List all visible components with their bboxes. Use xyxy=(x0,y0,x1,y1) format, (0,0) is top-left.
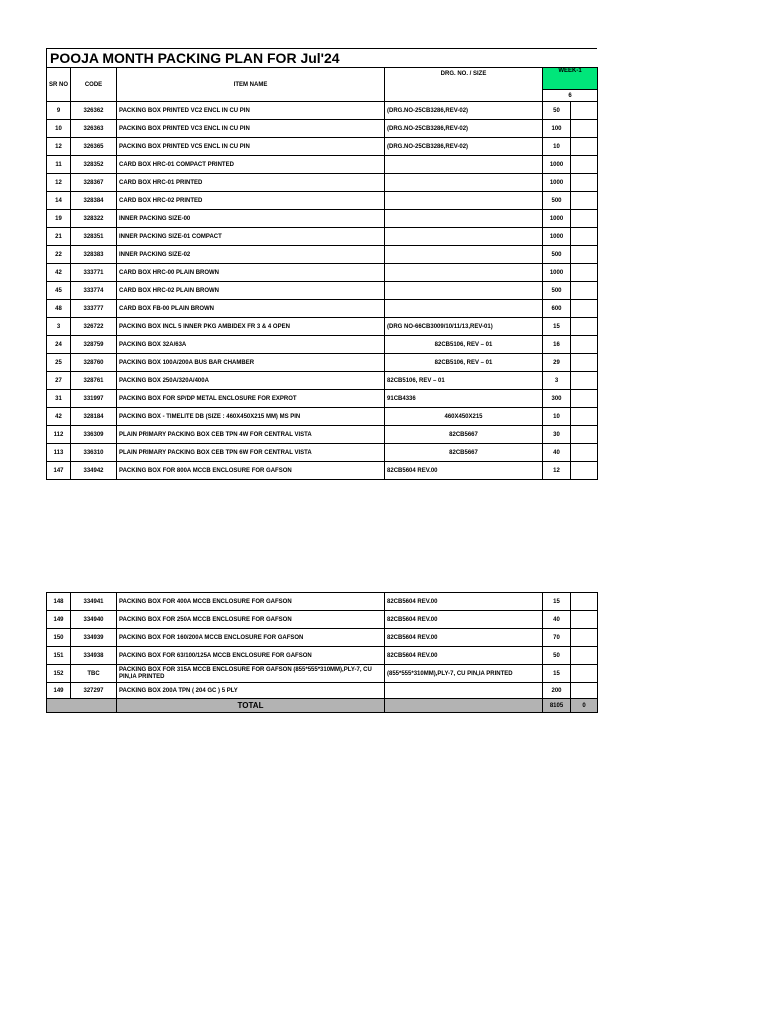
table-row xyxy=(47,300,598,318)
code-cell: 334940 xyxy=(71,611,117,629)
item-name-cell: CARD BOX HRC-02 PRINTED xyxy=(117,192,385,210)
code-cell: 328351 xyxy=(71,228,117,246)
total-drg-empty xyxy=(385,699,543,713)
drg-size-cell xyxy=(385,174,543,192)
item-name-cell: PACKING BOX PRINTED VC5 ENCL IN CU PIN xyxy=(117,138,385,156)
week-extra-cell xyxy=(571,462,598,480)
qty-cell: 40 xyxy=(543,444,571,462)
sr-no-cell: 149 xyxy=(47,611,71,629)
table-row xyxy=(47,647,598,665)
item-name-cell: PACKING BOX FOR 315A MCCB ENCLOSURE FOR GAFSON (855*555*310MM),PLY-7, CU PIN,IA PRINTED xyxy=(117,665,385,683)
sr-no-cell: 42 xyxy=(47,264,71,282)
qty-cell: 12 xyxy=(543,462,571,480)
week-extra-cell xyxy=(571,264,598,282)
drg-size-cell: (DRG.NO-25CB3286,REV-02) xyxy=(385,120,543,138)
item-name-cell: PACKING BOX FOR 800A MCCB ENCLOSURE FOR GAFSON xyxy=(117,462,385,480)
qty-cell: 500 xyxy=(543,192,571,210)
drg-size-cell xyxy=(385,192,543,210)
drg-size-cell: 82CB5604 REV.00 xyxy=(385,462,543,480)
code-cell: 336310 xyxy=(71,444,117,462)
page-title: POOJA MONTH PACKING PLAN FOR Jul'24 xyxy=(50,50,340,66)
drg-size-cell: 82CB5667 xyxy=(385,426,543,444)
sr-no-cell: 12 xyxy=(47,174,71,192)
table-row xyxy=(47,156,598,174)
code-cell: 328352 xyxy=(71,156,117,174)
table-row xyxy=(47,282,598,300)
header-drg-size: DRG. NO. / SIZE xyxy=(385,68,543,102)
table-row xyxy=(47,426,598,444)
sr-no-cell: 14 xyxy=(47,192,71,210)
header-week: WEEK-1 xyxy=(543,68,598,90)
week-extra-cell xyxy=(571,683,598,699)
qty-cell: 10 xyxy=(543,138,571,156)
qty-cell: 1000 xyxy=(543,210,571,228)
qty-cell: 50 xyxy=(543,102,571,120)
drg-size-cell xyxy=(385,228,543,246)
sr-no-cell: 149 xyxy=(47,683,71,699)
week-extra-cell xyxy=(571,192,598,210)
drg-size-cell: 82CB5604 REV.00 xyxy=(385,611,543,629)
table-row xyxy=(47,192,598,210)
header-week-number: 6 xyxy=(543,90,598,102)
qty-cell: 300 xyxy=(543,390,571,408)
table-row xyxy=(47,102,598,120)
qty-cell: 16 xyxy=(543,336,571,354)
qty-cell: 600 xyxy=(543,300,571,318)
table-row xyxy=(47,354,598,372)
sr-no-cell: 19 xyxy=(47,210,71,228)
code-cell: 328760 xyxy=(71,354,117,372)
qty-cell: 1000 xyxy=(543,156,571,174)
week-extra-cell xyxy=(571,300,598,318)
qty-cell: 15 xyxy=(543,665,571,683)
drg-size-cell: 82CB5106, REV – 01 xyxy=(385,336,543,354)
table-row xyxy=(47,264,598,282)
week-extra-cell xyxy=(571,390,598,408)
table-row xyxy=(47,318,598,336)
table-row xyxy=(47,372,598,390)
week-extra-cell xyxy=(571,336,598,354)
packing-plan-table-bottom xyxy=(46,592,598,713)
header-item-name: ITEM NAME xyxy=(117,68,385,102)
total-qty: 8105 xyxy=(543,699,571,713)
week-extra-cell xyxy=(571,444,598,462)
sr-no-cell: 48 xyxy=(47,300,71,318)
sr-no-cell: 12 xyxy=(47,138,71,156)
drg-size-cell xyxy=(385,246,543,264)
qty-cell: 500 xyxy=(543,246,571,264)
item-name-cell: PACKING BOX PRINTED VC3 ENCL IN CU PIN xyxy=(117,120,385,138)
sr-no-cell: 152 xyxy=(47,665,71,683)
sr-no-cell: 151 xyxy=(47,647,71,665)
code-cell: 333774 xyxy=(71,282,117,300)
drg-size-cell: 91CB4336 xyxy=(385,390,543,408)
item-name-cell: CARD BOX HRC-01 COMPACT PRINTED xyxy=(117,156,385,174)
drg-size-cell: 82CB5106, REV – 01 xyxy=(385,354,543,372)
sr-no-cell: 27 xyxy=(47,372,71,390)
qty-cell: 29 xyxy=(543,354,571,372)
item-name-cell: PACKING BOX INCL 5 INNER PKG AMBIDEX FR 3 & 4 OPEN xyxy=(117,318,385,336)
sr-no-cell: 24 xyxy=(47,336,71,354)
drg-size-cell: (DRG NO-66CB3009/10/11/13,REV-01) xyxy=(385,318,543,336)
item-name-cell: PACKING BOX 200A TPN ( 204 GC ) 5 PLY xyxy=(117,683,385,699)
code-cell: 328759 xyxy=(71,336,117,354)
drg-size-cell: 82CB5604 REV.00 xyxy=(385,647,543,665)
week-extra-cell xyxy=(571,210,598,228)
sr-no-cell: 25 xyxy=(47,354,71,372)
week-extra-cell xyxy=(571,246,598,264)
week-extra-cell xyxy=(571,611,598,629)
week-extra-cell xyxy=(571,354,598,372)
qty-cell: 30 xyxy=(543,426,571,444)
code-cell: 326365 xyxy=(71,138,117,156)
week-extra-cell xyxy=(571,174,598,192)
qty-cell: 1000 xyxy=(543,264,571,282)
code-cell: 328184 xyxy=(71,408,117,426)
sr-no-cell: 148 xyxy=(47,593,71,611)
item-name-cell: INNER PACKING SIZE-01 COMPACT xyxy=(117,228,385,246)
qty-cell: 500 xyxy=(543,282,571,300)
code-cell: 334941 xyxy=(71,593,117,611)
table-row xyxy=(47,408,598,426)
table-row xyxy=(47,228,598,246)
table-row xyxy=(47,390,598,408)
header-code: CODE xyxy=(71,68,117,102)
drg-size-cell: (855*555*310MM),PLY-7, CU PIN,IA PRINTED xyxy=(385,665,543,683)
sr-no-cell: 10 xyxy=(47,120,71,138)
qty-cell: 15 xyxy=(543,318,571,336)
sr-no-cell: 22 xyxy=(47,246,71,264)
header-row xyxy=(47,68,598,90)
table-row xyxy=(47,174,598,192)
qty-cell: 40 xyxy=(543,611,571,629)
code-cell: 334938 xyxy=(71,647,117,665)
total-extra: 0 xyxy=(571,699,598,713)
week-extra-cell xyxy=(571,282,598,300)
drg-size-cell: 82CB5604 REV.00 xyxy=(385,629,543,647)
sr-no-cell: 11 xyxy=(47,156,71,174)
code-cell: 328367 xyxy=(71,174,117,192)
drg-size-cell xyxy=(385,156,543,174)
sr-no-cell: 45 xyxy=(47,282,71,300)
item-name-cell: PACKING BOX FOR SP/DP METAL ENCLOSURE FOR EXPROT xyxy=(117,390,385,408)
item-name-cell: CARD BOX FB-00 PLAIN BROWN xyxy=(117,300,385,318)
item-name-cell: INNER PACKING SIZE-02 xyxy=(117,246,385,264)
item-name-cell: PACKING BOX FOR 63/100/125A MCCB ENCLOSURE FOR GAFSON xyxy=(117,647,385,665)
item-name-cell: INNER PACKING SIZE-00 xyxy=(117,210,385,228)
qty-cell: 200 xyxy=(543,683,571,699)
total-label: TOTAL xyxy=(117,699,385,713)
drg-size-cell: 82CB5667 xyxy=(385,444,543,462)
week-extra-cell xyxy=(571,408,598,426)
drg-size-cell xyxy=(385,282,543,300)
code-cell: 328322 xyxy=(71,210,117,228)
title-bar xyxy=(46,48,597,67)
item-name-cell: PLAIN PRIMARY PACKING BOX CEB TPN 6W FOR CENTRAL VISTA xyxy=(117,444,385,462)
sr-no-cell: 3 xyxy=(47,318,71,336)
drg-size-cell xyxy=(385,210,543,228)
sr-no-cell: 150 xyxy=(47,629,71,647)
code-cell: 326363 xyxy=(71,120,117,138)
table-row xyxy=(47,210,598,228)
drg-size-cell: (DRG.NO-25CB3286,REV-02) xyxy=(385,102,543,120)
sr-no-cell: 112 xyxy=(47,426,71,444)
week-extra-cell xyxy=(571,372,598,390)
code-cell: 326722 xyxy=(71,318,117,336)
qty-cell: 15 xyxy=(543,593,571,611)
week-extra-cell xyxy=(571,156,598,174)
sr-no-cell: 147 xyxy=(47,462,71,480)
sr-no-cell: 31 xyxy=(47,390,71,408)
code-cell: 333771 xyxy=(71,264,117,282)
qty-cell: 10 xyxy=(543,408,571,426)
table-row xyxy=(47,138,598,156)
item-name-cell: CARD BOX HRC-00 PLAIN BROWN xyxy=(117,264,385,282)
header-sr-no: SR NO xyxy=(47,68,71,102)
week-extra-cell xyxy=(571,228,598,246)
week-extra-cell xyxy=(571,426,598,444)
drg-size-cell xyxy=(385,300,543,318)
qty-cell: 70 xyxy=(543,629,571,647)
qty-cell: 100 xyxy=(543,120,571,138)
week-extra-cell xyxy=(571,629,598,647)
item-name-cell: CARD BOX HRC-02 PLAIN BROWN xyxy=(117,282,385,300)
qty-cell: 1000 xyxy=(543,174,571,192)
sr-no-cell: 9 xyxy=(47,102,71,120)
item-name-cell: PACKING BOX FOR 250A MCCB ENCLOSURE FOR GAFSON xyxy=(117,611,385,629)
table-row xyxy=(47,683,598,699)
sr-no-cell: 21 xyxy=(47,228,71,246)
code-cell: 331997 xyxy=(71,390,117,408)
sr-no-cell: 113 xyxy=(47,444,71,462)
week-extra-cell xyxy=(571,647,598,665)
code-cell: 333777 xyxy=(71,300,117,318)
drg-size-cell: (DRG.NO-25CB3286,REV-02) xyxy=(385,138,543,156)
code-cell: 334942 xyxy=(71,462,117,480)
week-extra-cell xyxy=(571,665,598,683)
code-cell: 328761 xyxy=(71,372,117,390)
drg-size-cell: 82CB5604 REV.00 xyxy=(385,593,543,611)
drg-size-cell xyxy=(385,683,543,699)
item-name-cell: PACKING BOX 32A/63A xyxy=(117,336,385,354)
table-row xyxy=(47,336,598,354)
item-name-cell: PLAIN PRIMARY PACKING BOX CEB TPN 4W FOR CENTRAL VISTA xyxy=(117,426,385,444)
week-extra-cell xyxy=(571,318,598,336)
code-cell: 336309 xyxy=(71,426,117,444)
item-name-cell: CARD BOX HRC-01 PRINTED xyxy=(117,174,385,192)
table-row xyxy=(47,120,598,138)
drg-size-cell: 82CB5106, REV – 01 xyxy=(385,372,543,390)
table-row xyxy=(47,665,598,683)
qty-cell: 50 xyxy=(543,647,571,665)
item-name-cell: PACKING BOX PRINTED VC2 ENCL IN CU PIN xyxy=(117,102,385,120)
sr-no-cell: 42 xyxy=(47,408,71,426)
week-extra-cell xyxy=(571,593,598,611)
week-extra-cell xyxy=(571,102,598,120)
item-name-cell: PACKING BOX - TIMELITE DB (SIZE : 460X450X215 MM) MS PIN xyxy=(117,408,385,426)
drg-size-cell xyxy=(385,264,543,282)
code-cell: 334939 xyxy=(71,629,117,647)
table-row xyxy=(47,611,598,629)
code-cell: TBC xyxy=(71,665,117,683)
total-spacer xyxy=(47,699,117,713)
table-row xyxy=(47,246,598,264)
code-cell: 328384 xyxy=(71,192,117,210)
item-name-cell: PACKING BOX FOR 400A MCCB ENCLOSURE FOR GAFSON xyxy=(117,593,385,611)
code-cell: 327297 xyxy=(71,683,117,699)
qty-cell: 3 xyxy=(543,372,571,390)
table-row xyxy=(47,629,598,647)
total-row xyxy=(47,699,598,713)
item-name-cell: PACKING BOX FOR 160/200A MCCB ENCLOSURE FOR GAFSON xyxy=(117,629,385,647)
drg-size-cell: 460X450X215 xyxy=(385,408,543,426)
item-name-cell: PACKING BOX 250A/320A/400A xyxy=(117,372,385,390)
week-extra-cell xyxy=(571,138,598,156)
week-extra-cell xyxy=(571,120,598,138)
table-row xyxy=(47,462,598,480)
item-name-cell: PACKING BOX 100A/200A BUS BAR CHAMBER xyxy=(117,354,385,372)
table-row xyxy=(47,444,598,462)
qty-cell: 1000 xyxy=(543,228,571,246)
code-cell: 328383 xyxy=(71,246,117,264)
packing-plan-table-top xyxy=(46,67,598,480)
table-row xyxy=(47,593,598,611)
code-cell: 326362 xyxy=(71,102,117,120)
